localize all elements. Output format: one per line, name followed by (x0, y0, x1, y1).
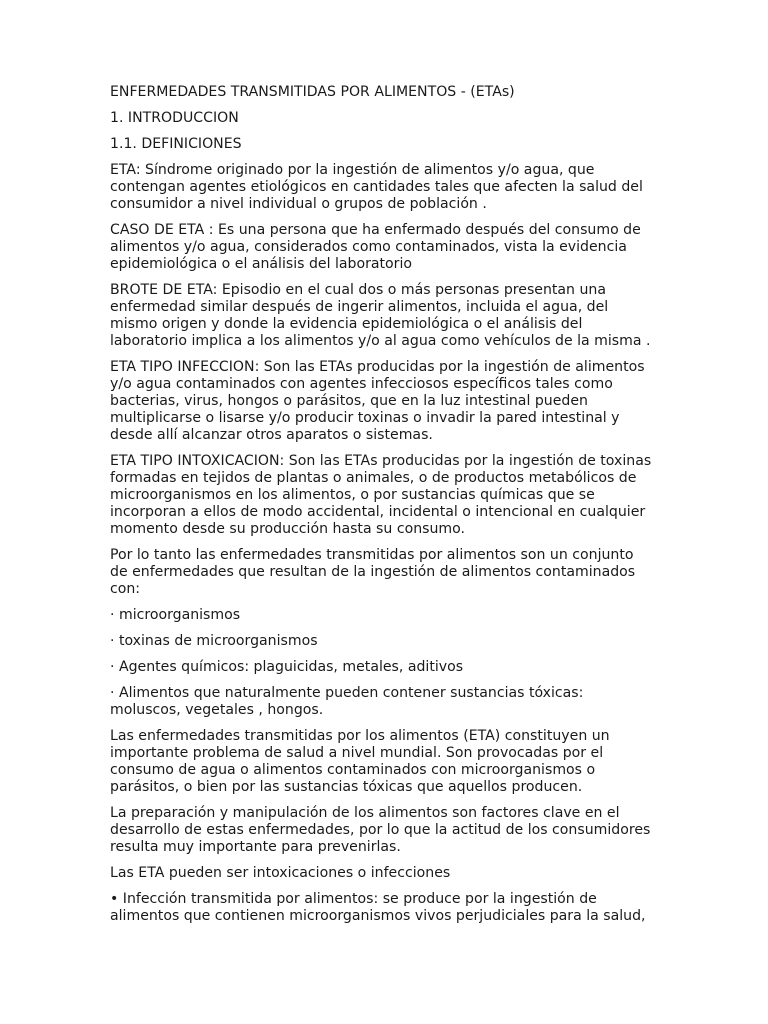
list-item: · toxinas de microorganismos (110, 633, 318, 649)
paragraph-tipos: Las ETA pueden ser intoxicaciones o infecciones (110, 865, 451, 881)
document-page (110, 84, 670, 934)
paragraph-infeccion-bullet: • Infección transmitida por alimentos: se produce por la ingestión de alimentos que contienen microorganismos vivos perjudiciales para la salud, (110, 891, 646, 924)
subsection-heading: 1.1. DEFINICIONES (110, 136, 242, 152)
list-item: · Agentes químicos: plaguicidas, metales, aditivos (110, 659, 464, 675)
paragraph-conjunto: Por lo tanto las enfermedades transmitidas por alimentos son un conjunto de enfermedades que resultan de la ingestión de alimentos contaminados con: (110, 547, 636, 597)
paragraph-eta-infeccion: ETA TIPO INFECCION: Son las ETAs producidas por la ingestión de alimentos y/o agua contaminados con agentes infecciosos específicos tales como bacterias, virus, hongos o parásitos, que en la luz intestinal pueden multiplicarse o lisarse y/o producir toxinas o invadir la pared intestinal y desde allí alcanzar otros aparatos o sistemas. (110, 359, 645, 443)
list-item: · microorganismos (110, 607, 241, 623)
list-item: · Alimentos que naturalmente pueden contener sustancias tóxicas: moluscos, vegetales , hongos. (110, 685, 584, 718)
paragraph-eta-intoxicacion: ETA TIPO INTOXICACION: Son las ETAs producidas por la ingestión de toxinas formadas en tejidos de plantas o animales, o de productos metabólicos de microorganismos en los alimentos, o por sustancias químicas que se incorporan a ellos de modo accidental, incidental o intencional en cualquier momento desde su producción hasta su consumo. (110, 453, 652, 537)
paragraph-caso-eta: CASO DE ETA : Es una persona que ha enfermado después del consumo de alimentos y/o agua, considerados como contaminados, vista la evidencia epidemiológica o el análisis del laboratorio (110, 222, 641, 272)
section-heading: 1. INTRODUCCION (110, 110, 239, 126)
document-title: ENFERMEDADES TRANSMITIDAS POR ALIMENTOS - (ETAs) (110, 84, 515, 100)
paragraph-brote-eta: BROTE DE ETA: Episodio en el cual dos o más personas presentan una enfermedad similar después de ingerir alimentos, incluida el agua, del mismo origen y donde la evidencia epidemiológica o el análisis del laboratorio implica a los alimentos y/o al agua como vehículos de la misma . (110, 282, 651, 349)
paragraph-eta-definition: ETA: Síndrome originado por la ingestión de alimentos y/o agua, que contengan agentes etiológicos en cantidades tales que afecten la salud del consumidor a nivel individual o grupos de población . (110, 162, 643, 212)
paragraph-importancia: Las enfermedades transmitidas por los alimentos (ETA) constituyen un importante problema de salud a nivel mundial. Son provocadas por el consumo de agua o alimentos contaminados con microorganismos o parásitos, o bien por las sustancias tóxicas que aquellos producen. (110, 728, 610, 795)
paragraph-preparacion: La preparación y manipulación de los alimentos son factores clave en el desarrollo de estas enfermedades, por lo que la actitud de los consumidores resulta muy importante para prevenirlas. (110, 805, 651, 855)
